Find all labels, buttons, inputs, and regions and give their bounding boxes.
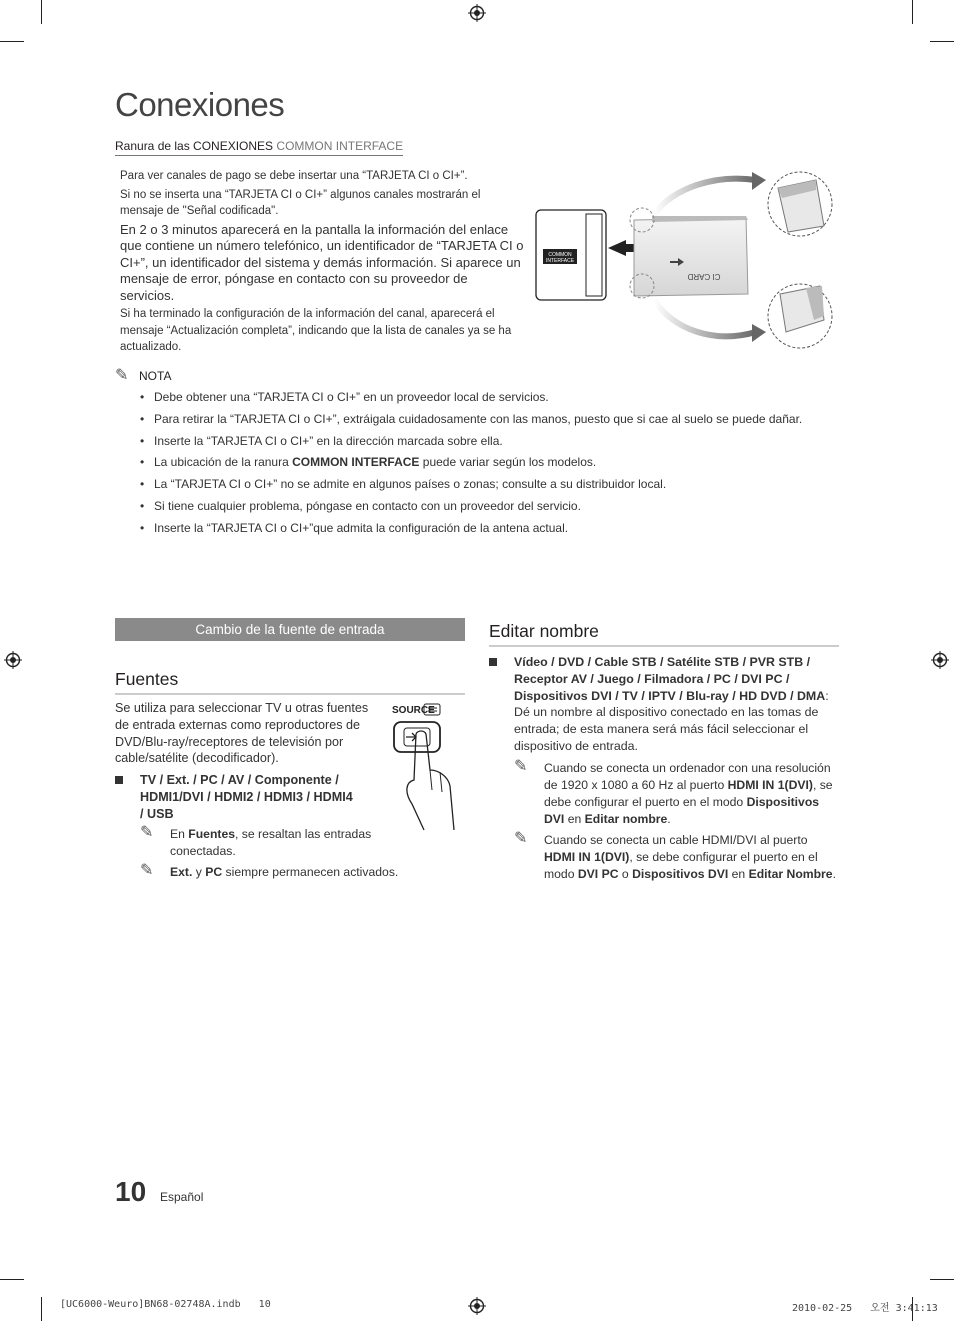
square-bullet-icon xyxy=(115,776,123,784)
intro-paragraph: Si ha terminado la configuración de la información del canal, aparecerá el mensaje “Actualización completa”, indicando que la lista de canales ya se ha actualizado. xyxy=(120,308,512,353)
text-span: Dispositivos DVI xyxy=(632,867,729,881)
text-span: Dispositivos DVI xyxy=(544,795,820,826)
page-title: Conexiones xyxy=(115,86,285,123)
nota-label: NOTA xyxy=(139,369,172,383)
text-span: y xyxy=(192,865,206,879)
text-span: : Dé un nombre al dispositivo conectado en las tomas de entrada; de esta manera será más fácil seleccionar el dispositivo de entrada. xyxy=(514,688,829,753)
section-subtitle xyxy=(115,139,403,156)
text-span: Cuando se conecta un cable HDMI/DVI al puerto xyxy=(544,833,808,847)
card-label: CI CARD xyxy=(687,272,721,281)
list-item: • Para retirar la “TARJETA CI o CI+”, extráigala cuidadosamente con las manos, puesto que si cae al suelo se puede dañar. xyxy=(140,410,802,432)
registration-mark-icon xyxy=(468,1297,486,1315)
fuentes-description: Se utiliza para seleccionar TV u otras fuentes de entrada externas como reproductores de DVD/Blu-ray/receptores de televisión por cable/satélite (decodificador). xyxy=(115,701,369,766)
intro-paragraph: Si no se inserta una “TARJETA CI o CI+” algunos canales mostrarán el mensaje de "Señal codificada". xyxy=(120,188,481,217)
text-span: COMMON INTERFACE xyxy=(292,455,420,470)
text-span: , se debe configurar el puerto en el modo xyxy=(544,850,818,881)
text-span: Editar nombre xyxy=(584,812,668,826)
text-span: siempre permanecen activados. xyxy=(222,865,399,879)
text-span: HDMI IN 1(DVI) xyxy=(727,778,813,792)
text-span: en xyxy=(564,812,585,826)
pencil-icon: ✎ xyxy=(514,830,528,847)
pencil-icon: ✎ xyxy=(140,862,154,879)
text-span: La ubicación de la ranura xyxy=(154,455,293,470)
crop-mark xyxy=(0,41,24,42)
registration-mark-icon xyxy=(931,651,949,669)
text-span: , se debe configurar el puerto en el modo xyxy=(544,778,833,809)
text-span: Cuando se conecta un ordenador con una resolución de 1920 x 1080 a 60 Hz al puerto xyxy=(544,761,831,792)
list-item: • Si tiene cualquier problema, póngase en contacto con un proveedor del servicio. xyxy=(140,497,802,519)
slot-label: COMMON xyxy=(548,252,572,258)
intro-text xyxy=(120,168,525,358)
intro-paragraph: En 2 o 3 minutos aparecerá en la pantalla la información del enlace que contiene un número telefónico, un identificador de “TARJETA CI o CI+”, un identificador del sistema y demás información. Si aparece un mensaje de error, póngase en contacto con su proveedor de servicios. xyxy=(120,221,524,303)
intro-paragraph: Para ver canales de pago se debe insertar una “TARJETA CI o CI+”. xyxy=(120,170,468,182)
editar-note xyxy=(514,760,839,828)
pencil-icon: ✎ xyxy=(140,824,154,841)
subtitle-highlight: COMMON INTERFACE xyxy=(276,139,404,153)
footer-timestamp: 2010-02-25 오전 3:41:13 xyxy=(792,1303,938,1314)
text-span: o xyxy=(618,867,633,881)
text-span: Editar Nombre xyxy=(748,867,833,881)
crop-mark xyxy=(41,1297,42,1321)
ci-card-illustration xyxy=(534,170,834,350)
list-item: • Debe obtener una “TARJETA CI o CI+” en un proveedor local de servicios. xyxy=(140,388,802,410)
registration-mark-icon xyxy=(468,4,486,22)
list-item: • La “TARJETA CI o CI+” no se admite en algunos países o zonas; consulte a su distribuidor local. xyxy=(140,475,802,497)
remote-source-button-icon xyxy=(390,700,460,832)
text-span: Ext. xyxy=(170,865,193,879)
crop-mark xyxy=(912,0,913,24)
text-span: PC xyxy=(205,865,223,879)
crop-mark xyxy=(0,1279,24,1280)
pencil-icon: ✎ xyxy=(115,367,129,384)
page-number: 10 xyxy=(115,1176,147,1207)
crop-mark xyxy=(41,0,42,24)
fuentes-item-text: TV / Ext. / PC / AV / Componente / HDMI1/DVI / HDMI2 / HDMI3 / HDMI4 / USB xyxy=(140,773,353,821)
list-item: • Inserte la “TARJETA CI o CI+”que admita la configuración de la antena actual. xyxy=(140,519,802,541)
editar-item xyxy=(489,654,834,755)
subtitle-prefix: Ranura de las CONEXIONES xyxy=(115,139,274,153)
crop-mark xyxy=(930,1279,954,1280)
crop-mark xyxy=(930,41,954,42)
text-span: Vídeo / DVD / Cable STB / Satélite STB / PVR STB / Receptor AV / Juego / Filmadora / PC / DVI PC / Dispositivos DVI / TV / IPTV / Blu-ray / HD DVD / DMA xyxy=(514,655,826,703)
footer-file-info: [UC6000-Weuro]BN68-02748A.indb 10 xyxy=(60,1299,271,1310)
editar-heading: Editar nombre xyxy=(489,621,839,647)
text-span: puede variar según los modelos. xyxy=(419,455,597,470)
square-bullet-icon xyxy=(489,658,497,666)
source-label: SOURCE xyxy=(392,705,435,716)
text-span: . xyxy=(832,867,836,881)
nota-heading xyxy=(115,365,171,385)
list-item: • Inserte la “TARJETA CI o CI+” en la dirección marcada sobre ella. xyxy=(140,432,802,454)
text-span: Fuentes xyxy=(188,827,236,841)
list-item xyxy=(140,453,802,475)
page-language: Español xyxy=(160,1190,204,1204)
text-span: en xyxy=(728,867,749,881)
text-span: , se resaltan las entradas conectadas. xyxy=(170,827,372,858)
text-span: HDMI IN 1(DVI) xyxy=(544,850,630,864)
text-span: En xyxy=(170,827,189,841)
nota-list xyxy=(140,388,802,541)
section-bar: Cambio de la fuente de entrada xyxy=(115,618,465,641)
fuentes-note xyxy=(140,864,410,881)
registration-mark-icon xyxy=(4,651,22,669)
text-span: DVI PC xyxy=(577,867,619,881)
fuentes-note xyxy=(140,826,395,860)
text-span: . xyxy=(667,812,671,826)
fuentes-item xyxy=(115,772,355,822)
pencil-icon: ✎ xyxy=(514,758,528,775)
editar-note xyxy=(514,832,839,883)
slot-label: INTERFACE xyxy=(545,258,575,264)
fuentes-heading: Fuentes xyxy=(115,669,465,695)
